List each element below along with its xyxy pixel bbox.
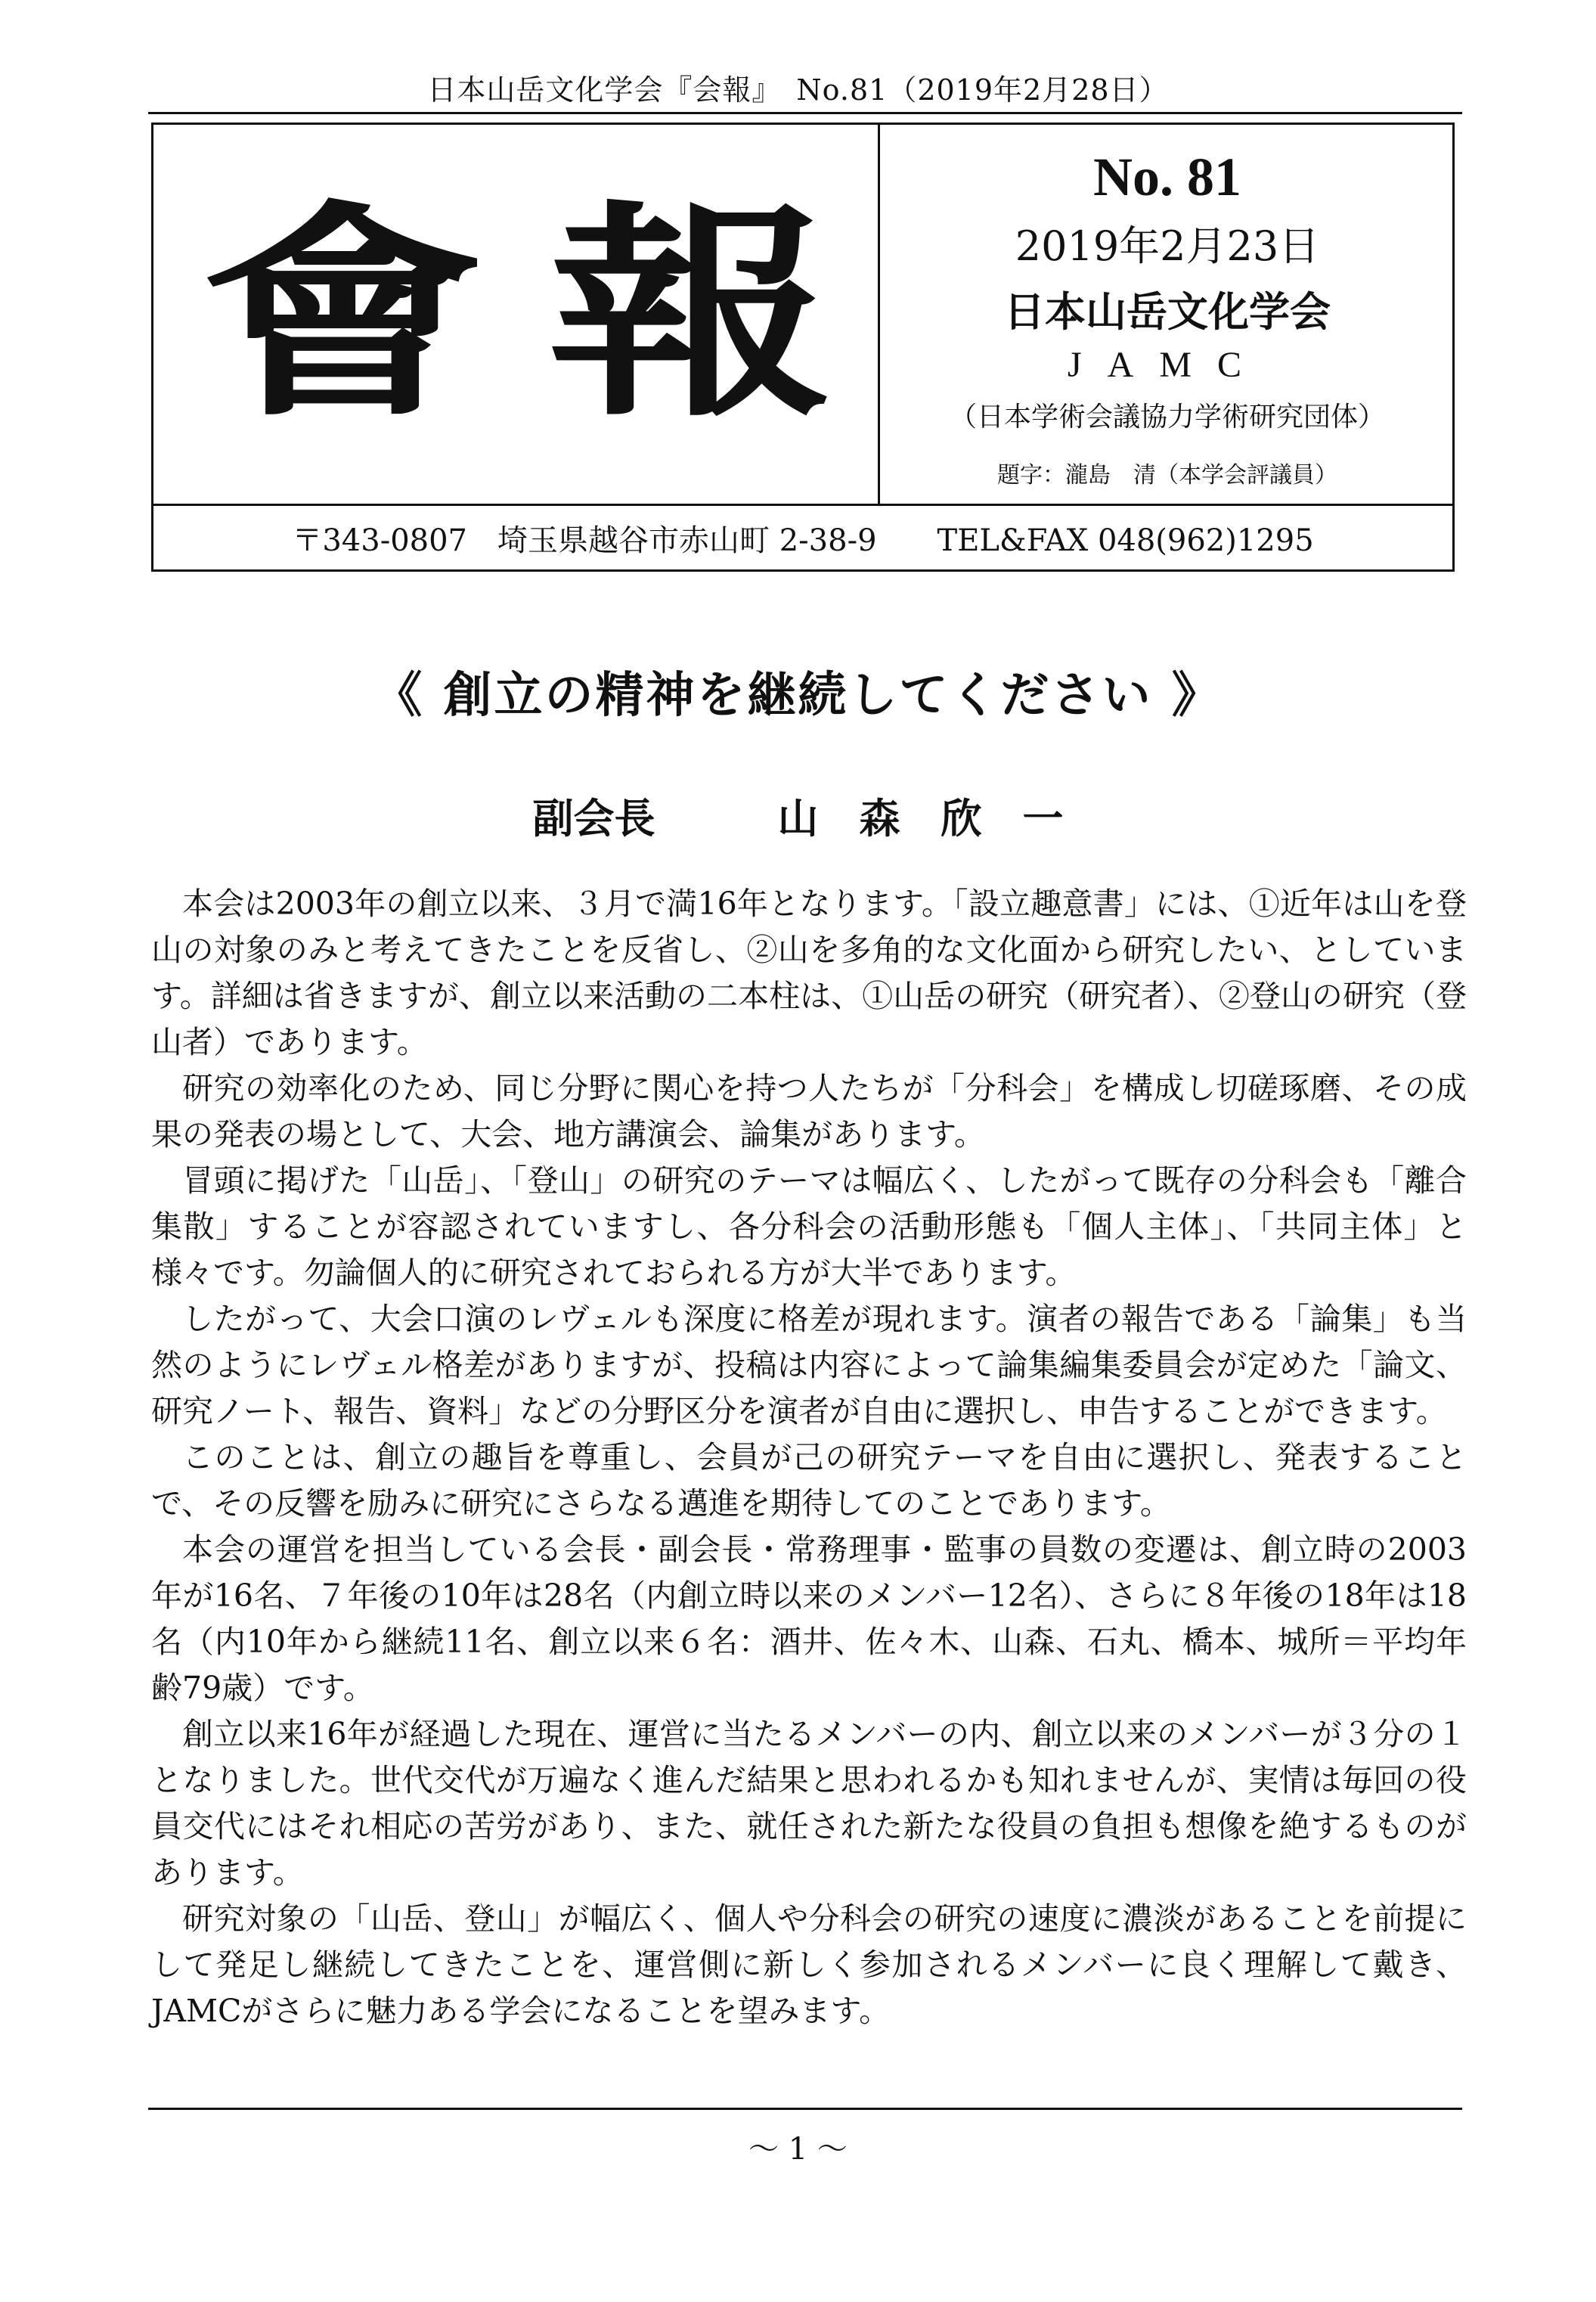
article-author: 副会長 山 森 欣 一 <box>532 795 1064 842</box>
article-paragraph: このことは、創立の趣旨を尊重し、会員が己の研究テーマを自由に選択し、発表することで、その反響を励みに研究にさらなる邁進を期待してのことであります。 <box>151 1439 1467 1522</box>
issue-date: 2019年2月23日 <box>1015 222 1320 270</box>
article-paragraph: 研究対象の「山岳、登山」が幅広く、個人や分科会の研究の速度に濃淡があることを前提にして発足し継続してきたことを、運営側に新しく参加されるメンバーに良く理解して戴き、JAMCがさらに魅力ある学会になることを望みます。 <box>151 1900 1467 2029</box>
article-paragraph: 本会の運営を担当している会長・副会長・常務理事・監事の員数の変遷は、創立時の2003年が16名、７年後の10年は28名（内創立時以来のメンバー12名）、さらに８年後の18年は18名（内10年から継続11名、創立以来６名：酒井、佐々木、山森、石丸、橋本、城所＝平均年齢79歳）です。 <box>151 1531 1467 1706</box>
calligrapher-credit: 題字：瀧島 清（本学会評議員） <box>997 462 1337 489</box>
organization-affiliation: （日本学術会議協力学術研究団体） <box>949 402 1385 433</box>
article-paragraph: 冒頭に掲げた「山岳」、「登山」の研究のテーマは幅広く、したがって既存の分科会も「離合集散」することが容認されていますし、各分科会の活動形態も「個人主体」、「共同主体」と様々です。勿論個人的に研究されておられる方が大半であります。 <box>151 1162 1467 1291</box>
article-paragraph: 研究の効率化のため、同じ分野に関心を持つ人たちが「分科会」を構成し切磋琢磨、その成果の発表の場として、大会、地方講演会、論集があります。 <box>151 1070 1467 1153</box>
organization-abbreviation: JAMC <box>1067 345 1268 385</box>
masthead-logo-char-2: 報 <box>548 180 832 447</box>
organization-name: 日本山岳文化学会 <box>1004 288 1331 336</box>
contact-address: 〒343-0807 埼玉県越谷市赤山町 2-38-9 TEL&FAX 048(962)1295 <box>292 523 1314 558</box>
masthead <box>151 123 1455 572</box>
article-paragraph: 本会は2003年の創立以来、３月で満16年となります。「設立趣意書」には、①近年は山を登山の対象のみと考えてきたことを反省し、②山を多角的な文化面から研究したい、としています。詳細は省きますが、創立以来活動の二本柱は、①山岳の研究（研究者）、②登山の研究（登山者）であります。 <box>151 886 1467 1060</box>
article-paragraph: したがって、大会口演のレヴェルも深度に格差が現れます。演者の報告である「論集」も当然のようにレヴェル格差がありますが、投稿は内容によって論集編集委員会が定めた「論文、研究ノート、報告、資料」などの分野区分を演者が自由に選択し、申告することができます。 <box>151 1301 1467 1429</box>
masthead-logo-char-1: 會 <box>200 180 485 447</box>
article-paragraph: 創立以来16年が経過した現在、運営に当たるメンバーの内、創立以来のメンバーが３分の１となりました。世代交代が万遍なく進んだ結果と思われるかも知れませんが、実情は毎回の役員交代にはそれ相応の苦労があり、また、就任された新たな役員の負担も想像を絶するものがあります。 <box>151 1716 1467 1891</box>
running-header: 日本山岳文化学会『会報』 No.81（2019年2月28日） <box>427 73 1169 107</box>
page-number: ～ 1 ～ <box>748 2132 848 2167</box>
masthead-logo-title <box>169 170 864 458</box>
issue-info <box>880 125 1455 504</box>
footer-rule <box>148 2108 1462 2110</box>
article-title: 《 創立の精神を継続してください 》 <box>373 668 1223 724</box>
article-body <box>151 881 1467 2034</box>
header-rule <box>148 112 1462 114</box>
issue-number: No. 81 <box>1093 147 1241 207</box>
